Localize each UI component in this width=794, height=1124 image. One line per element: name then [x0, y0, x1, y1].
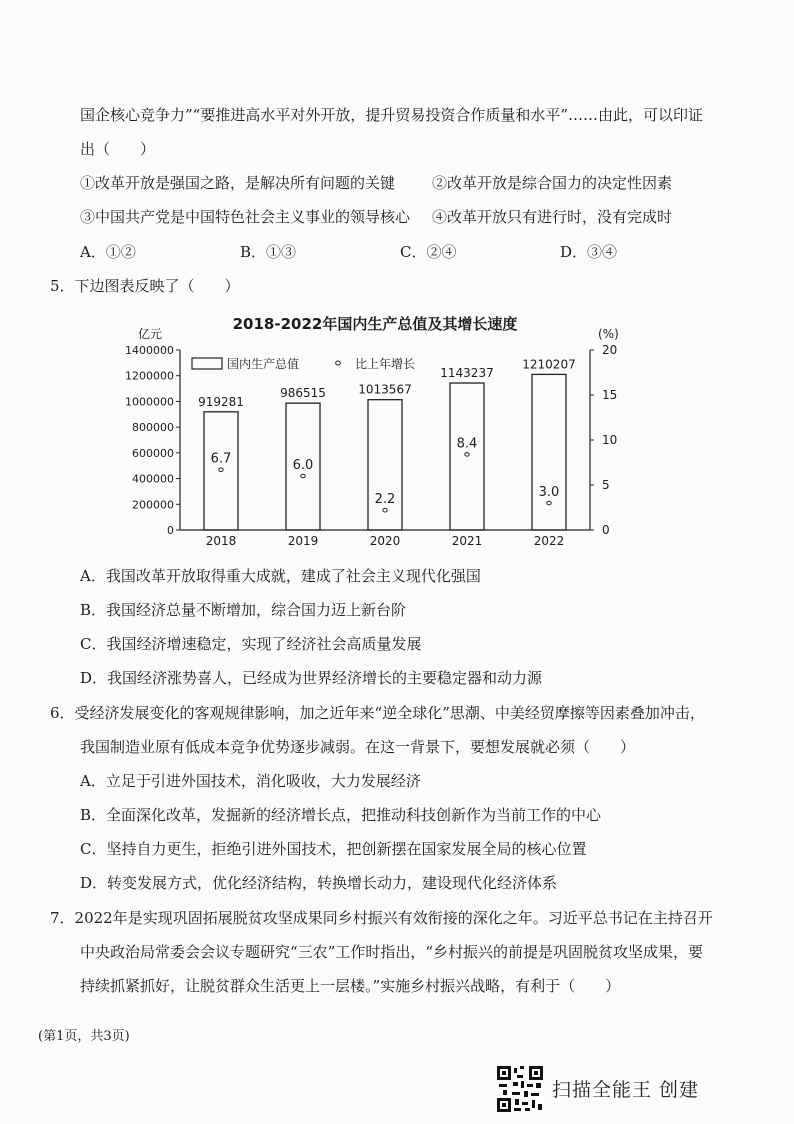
y-left-tick-label: 1200000	[125, 369, 174, 383]
q7-stem-line2: 中央政治局常委会会议专题研究“三农”工作时指出，“乡村振兴的前提是巩固脱贫攻坚成果，要	[80, 943, 704, 961]
y-left-tick-label: 1400000	[125, 344, 174, 357]
y-left-tick-label: 400000	[132, 472, 174, 486]
chart-title: 2018-2022年国内生产总值及其增长速度	[232, 315, 518, 333]
q4-statement-4: ④改革开放只有进行时，没有完成时	[432, 208, 673, 226]
y-left-tick-label: 800000	[132, 421, 174, 435]
page-number: (第1页，共3页)	[38, 1029, 130, 1044]
growth-value-label: 6.7	[210, 451, 232, 467]
q4-stem-line2: 出（ ）	[80, 140, 156, 158]
y-right-tick-label: 15	[602, 388, 618, 402]
q4-statement-2: ②改革开放是综合国力的决定性因素	[432, 174, 673, 192]
y-left-tick-label: 200000	[132, 498, 174, 512]
q4-option-c: C．②④	[400, 243, 457, 261]
growth-point	[547, 501, 551, 505]
growth-value-label: 8.4	[456, 436, 478, 452]
growth-point	[383, 508, 387, 512]
x-tick-label: 2022	[533, 534, 565, 548]
q6-option-b: B．全面深化改革，发掘新的经济增长点，把推动科技创新作为当前工作的中心	[80, 806, 602, 824]
growth-point	[465, 453, 469, 457]
y-right-tick-label: 0	[602, 523, 610, 537]
legend-bar-label: 国内生产总值	[227, 357, 300, 371]
chart-legend	[192, 356, 415, 371]
q6-option-c: C．坚持自力更生，拒绝引进外国技术，把创新摆在国家发展全局的核心位置	[80, 840, 587, 858]
gdp-bar	[368, 400, 402, 530]
gdp-bar	[204, 412, 238, 530]
y-right-unit: (%)	[598, 327, 619, 341]
q6-option-d: D．转变发展方式，优化经济结构，转换增长动力，建设现代化经济体系	[80, 874, 558, 892]
growth-value-label: 2.2	[374, 492, 396, 508]
q6-stem-line1: 6．受经济发展变化的客观规律影响，加之近年来“逆全球化”思潮、中美经贸摩擦等因素叠加冲击，	[50, 704, 705, 722]
q5-option-d: D．我国经济涨势喜人，已经成为世界经济增长的主要稳定器和动力源	[80, 669, 543, 687]
qr-code-icon	[497, 1066, 543, 1112]
q5-stem: 5．下边图表反映了（ ）	[50, 277, 240, 295]
q5-option-a: A．我国改革开放取得重大成就，建成了社会主义现代化强国	[80, 567, 481, 585]
legend-point-swatch	[336, 361, 341, 365]
q5-option-b: B．我国经济总量不断增加，综合国力迈上新台阶	[80, 601, 407, 619]
x-tick-label: 2018	[205, 534, 237, 548]
growth-value-label: 6.0	[292, 458, 314, 473]
y-right-tick-label: 10	[602, 433, 618, 447]
growth-value-label: 3.0	[538, 485, 560, 500]
q4-statement-1: ①改革开放是强国之路，是解决所有问题的关键	[80, 174, 396, 192]
y-left-unit: 亿元	[138, 327, 163, 341]
y-right-tick-label: 5	[602, 478, 610, 492]
gdp-value-label: 1210207	[522, 357, 576, 372]
y-left-tick-label: 1000000	[125, 395, 174, 409]
growth-point	[219, 468, 223, 472]
x-tick-label: 2021	[451, 534, 483, 548]
legend-point-label: 比上年增长	[355, 357, 416, 371]
q6-stem-line2: 我国制造业原有低成本竞争优势逐步减弱。在这一背景下，要想发展就必须（ ）	[80, 738, 636, 756]
gdp-value-label: 986515	[280, 386, 326, 401]
legend-bar-swatch	[192, 358, 222, 369]
x-tick-label: 2020	[369, 534, 401, 548]
q4-stem-line1: 国企核心竞争力”“要推进高水平对外开放，提升贸易投资合作质量和水平”……由此，可以印证	[80, 106, 704, 124]
q4-option-b: B．①③	[240, 243, 297, 261]
q5-option-c: C．我国经济增速稳定，实现了经济社会高质量发展	[80, 635, 422, 653]
growth-point	[301, 474, 305, 478]
q7-stem-line3: 持续抓紧抓好，让脱贫群众生活更上一层楼。”实施乡村振兴战略，有利于（ ）	[80, 977, 621, 995]
scanner-brand-label: 扫描全能王 创建	[552, 1079, 700, 1101]
y-left-tick-label: 0	[167, 524, 174, 537]
x-tick-label: 2019	[287, 534, 319, 548]
q4-statement-3: ③中国共产党是中国特色社会主义事业的领导核心	[80, 208, 411, 226]
q7-stem-line1: 7．2022年是实现巩固拓展脱贫攻坚成果同乡村振兴有效衔接的深化之年。习近平总书记在主持召开	[50, 909, 713, 927]
y-right-tick-label: 20	[602, 343, 618, 357]
q6-option-a: A．立足于引进外国技术，消化吸收，大力发展经济	[80, 772, 421, 790]
q4-option-a: A．①②	[80, 243, 136, 261]
q4-option-d: D．③④	[560, 243, 618, 261]
gdp-value-label: 1143237	[440, 366, 494, 381]
gdp-bar	[532, 374, 566, 530]
y-left-tick-label: 600000	[132, 446, 174, 460]
gdp-chart	[120, 310, 640, 555]
gdp-value-label: 1013567	[358, 382, 412, 397]
gdp-value-label: 919281	[198, 394, 244, 409]
